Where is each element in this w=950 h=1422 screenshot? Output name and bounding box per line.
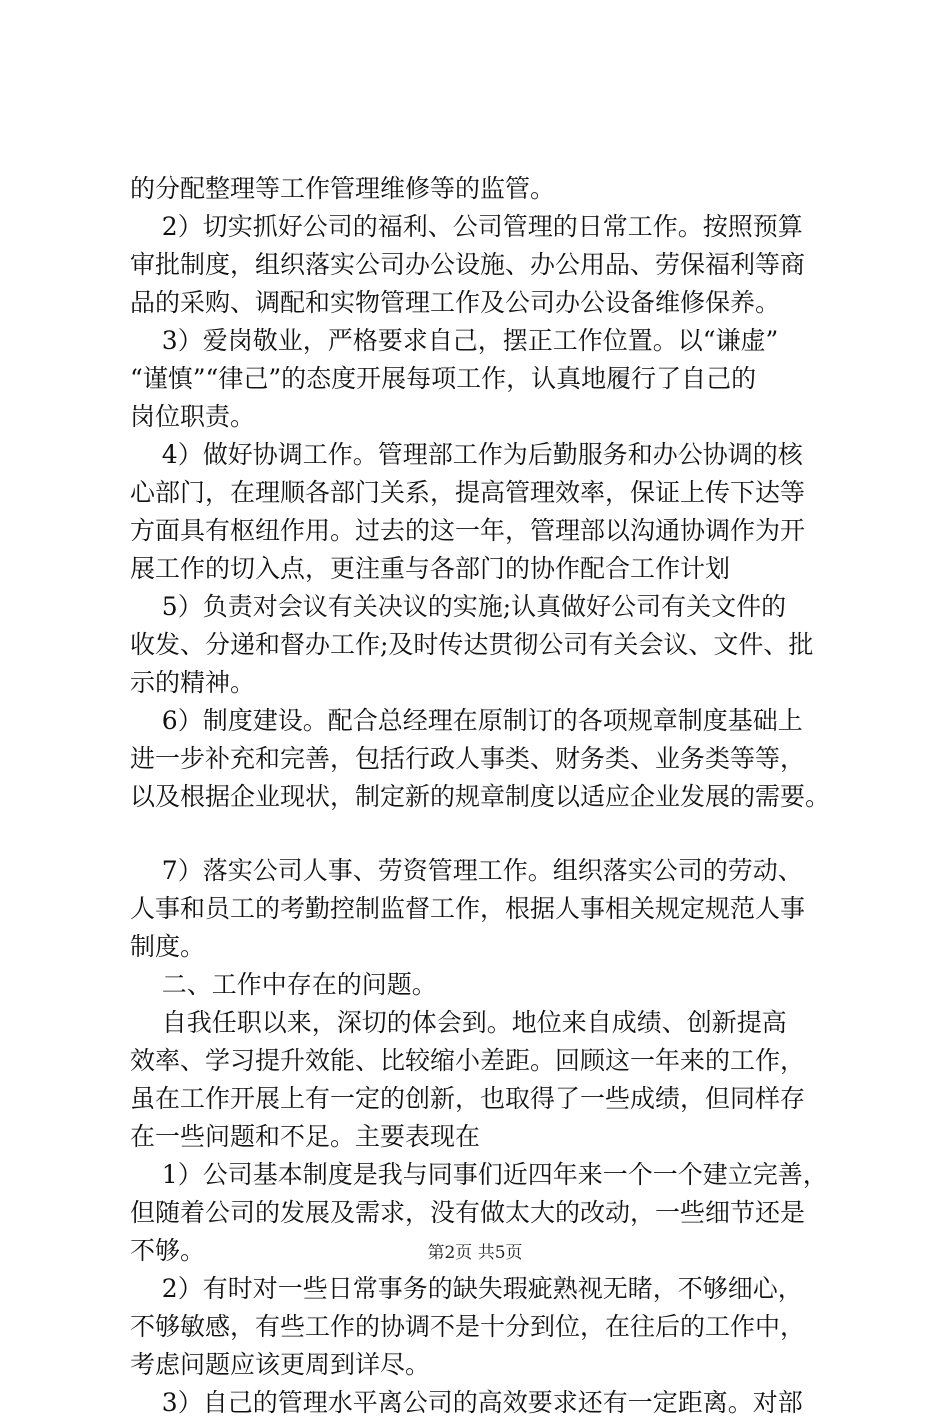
page-number: 第2页 共5页 [427,1243,523,1263]
text-line: 展工作的切入点，更注重与各部门的协作配合工作计划 [130,554,731,583]
text-line: 人事和员工的考勤控制监督工作，根据人事相关规定规范人事 [130,894,806,923]
text-line: 2）有时对一些日常事务的缺失瑕疵熟视无睹，不够细心， [130,1274,803,1303]
text-line: 岗位职责。 [130,402,256,431]
text-line: 6）制度建设。配合总经理在原制订的各项规章制度基础上 [130,706,803,735]
text-line: 的分配整理等工作管理维修等的监管。 [130,174,556,203]
text-line: 3）爱岗敬业，严格要求自己，摆正工作位置。以“谦虚” [130,326,779,355]
text-line: 虽在工作开展上有一定的创新，也取得了一些成绩，但同样存 [130,1084,806,1113]
text-line: 不够敏感，有些工作的协调不是十分到位，在往后的工作中， [130,1312,806,1341]
text-line: 考虑问题应该更周到详尽。 [130,1350,431,1379]
text-line: 示的精神。 [130,668,256,697]
text-line: 4）做好协调工作。管理部工作为后勤服务和办公协调的核 [130,440,803,469]
section-heading: 二、工作中存在的问题。 [130,970,437,999]
text-line: 在一些问题和不足。主要表现在 [130,1122,481,1151]
text-line: 品的采购、调配和实物管理工作及公司办公设备维修保养。 [130,288,781,317]
text-line: 收发、分递和督办工作;及时传达贯彻公司有关会议、文件、批 [130,630,814,659]
text-line: 3）自己的管理水平离公司的高效要求还有一定距离。对部 [130,1388,803,1417]
document-body [130,170,830,1422]
text-line: 不够。 [130,1236,206,1265]
text-line: 以及根据企业现状，制定新的规章制度以适应企业发展的需要。 [130,782,831,811]
text-line: 方面具有枢纽作用。过去的这一年，管理部以沟通协调作为开 [130,516,806,545]
text-line: 5）负责对会议有关决议的实施;认真做好公司有关文件的 [130,592,787,621]
text-line: 制度。 [130,932,206,961]
text-line: 2）切实抓好公司的福利、公司管理的日常工作。按照预算 [130,212,803,241]
text-line: 审批制度，组织落实公司办公设施、办公用品、劳保福利等商 [130,250,806,279]
text-line: 1）公司基本制度是我与同事们近四年来一个一个建立完善， [130,1160,828,1189]
text-line: 进一步补充和完善，包括行政人事类、财务类、业务类等等， [130,744,806,773]
text-line: 效率、学习提升效能、比较缩小差距。回顾这一年来的工作， [130,1046,806,1075]
text-line: 但随着公司的发展及需求，没有做太大的改动，一些细节还是 [130,1198,806,1227]
text-line: 心部门，在理顺各部门关系，提高管理效率，保证上传下达等 [130,478,806,507]
text-line: 自我任职以来，深切的体会到。地位来自成绩、创新提高 [130,1008,787,1037]
text-line: “谨慎”“律己”的态度开展每项工作，认真地履行了自己的 [130,364,757,393]
text-line: 7）落实公司人事、劳资管理工作。组织落实公司的劳动、 [130,856,803,885]
